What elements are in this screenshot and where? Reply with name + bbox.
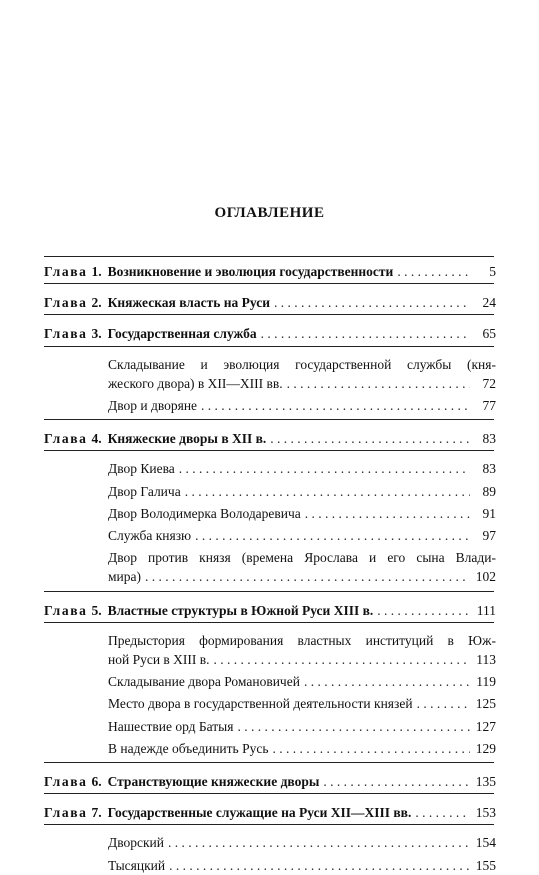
toc-chapter-entry	[44, 601, 496, 620]
chapter-title: Княжеская власть на Руси	[107, 295, 271, 311]
page-number: 154	[475, 835, 496, 851]
chapter-number: 6.	[91, 774, 102, 789]
chapter-label: Глава	[44, 805, 88, 821]
chapter-label: Глава	[44, 431, 88, 447]
subsection-title: Место двора в государственной деятельности князей	[108, 696, 413, 712]
dot-leader	[270, 429, 470, 448]
dot-leader	[397, 262, 470, 281]
page-number: 97	[482, 528, 496, 543]
subsection-title: ной Руси в XIII в.	[108, 652, 210, 667]
chapter-title: Государственная служба	[107, 326, 257, 342]
divider	[44, 256, 494, 257]
dot-leader	[417, 694, 470, 713]
dot-leader	[195, 526, 470, 545]
page-number: 83	[482, 431, 496, 447]
toc-subsection-entry	[108, 504, 496, 523]
subsection-title: Складывание двора Романовичей	[108, 674, 300, 690]
divider	[44, 314, 494, 315]
divider	[44, 793, 494, 794]
toc-subsection-entry	[108, 567, 496, 586]
dot-leader	[168, 833, 470, 852]
page-number: 91	[482, 505, 496, 521]
page-number: 102	[475, 569, 496, 585]
toc-subsection-entry	[108, 482, 496, 501]
toc-subsection-line: Предыстория формирования властных институций в Юж-	[108, 632, 496, 648]
chapter-label: Глава	[44, 264, 88, 279]
subsection-title: Двор Киева	[108, 461, 175, 477]
page-number: 153	[475, 805, 496, 821]
dot-leader	[179, 459, 470, 478]
chapter-label: Глава	[44, 774, 88, 789]
page-number: 65	[482, 326, 496, 342]
dot-leader	[261, 324, 470, 343]
page-title: ОГЛАВЛЕНИЕ	[214, 205, 325, 221]
toc-subsection-entry	[108, 650, 496, 669]
subsection-title: Тысяцкий	[108, 857, 166, 873]
toc-subsection-entry	[108, 374, 496, 393]
chapter-number: 1.	[91, 264, 102, 279]
chapter-title: Странствующие княжеские дворы	[107, 774, 320, 789]
dot-leader	[272, 739, 470, 758]
dot-leader	[237, 717, 470, 736]
page-number: 72	[482, 375, 496, 391]
dot-leader	[169, 856, 470, 875]
chapter-label: Глава	[44, 602, 88, 618]
dot-leader	[201, 396, 470, 415]
toc-chapter-entry	[44, 324, 496, 343]
chapter-title: Возникновение и эволюция государственности	[107, 264, 394, 279]
chapter-label: Глава	[44, 326, 88, 342]
toc-chapter-entry	[44, 772, 496, 791]
chapter-title: Властные структуры в Южной Руси XIII в.	[107, 602, 374, 618]
toc-chapter-entry	[44, 293, 496, 312]
divider	[44, 762, 494, 763]
page-number: 125	[475, 696, 496, 712]
divider	[44, 824, 494, 825]
toc-subsection-entry	[108, 694, 496, 713]
chapter-title: Государственные служащие на Руси XII—XIII вв.	[107, 805, 412, 821]
page-number: 129	[475, 740, 496, 756]
dot-leader	[214, 650, 470, 669]
page-number: 119	[476, 674, 496, 690]
page-number: 24	[482, 295, 496, 311]
toc-subsection-line: Складывание и эволюция государственной службы (кня-	[108, 356, 496, 372]
dot-leader	[377, 601, 470, 620]
dot-leader	[287, 374, 470, 393]
subsection-title: Нашествие орд Батыя	[108, 718, 234, 734]
subsection-title: Служба князю	[108, 528, 192, 543]
chapter-number: 5.	[91, 602, 102, 618]
divider	[44, 346, 494, 347]
page-number: 155	[475, 857, 496, 873]
chapter-number: 7.	[91, 805, 102, 821]
page-number: 89	[482, 483, 496, 499]
page-number: 113	[476, 652, 496, 667]
toc-subsection-entry	[108, 739, 496, 758]
toc-subsection-entry	[108, 526, 496, 545]
divider	[44, 591, 494, 592]
subsection-title: Двор и дворяне	[108, 398, 198, 413]
page-number: 83	[482, 461, 496, 477]
chapter-label: Глава	[44, 295, 88, 311]
subsection-title: мира)	[108, 569, 142, 585]
page-number: 127	[475, 718, 496, 734]
page-number: 77	[482, 398, 496, 413]
dot-leader	[323, 772, 470, 791]
toc-chapter-entry	[44, 262, 496, 281]
toc-subsection-entry	[108, 396, 496, 415]
chapter-number: 3.	[91, 326, 102, 342]
page-number: 111	[476, 602, 496, 618]
subsection-title: В надежде объединить Русь	[108, 740, 269, 756]
toc-subsection-entry	[108, 833, 496, 852]
subsection-title: Дворский	[108, 835, 164, 851]
chapter-number: 4.	[91, 431, 102, 447]
toc-subsection-entry	[108, 856, 496, 875]
toc-subsection-entry	[108, 672, 496, 691]
dot-leader	[145, 567, 470, 586]
page-number: 135	[475, 774, 496, 789]
dot-leader	[185, 482, 470, 501]
subsection-title: жеского двора) в XII—XIII вв.	[108, 375, 283, 391]
dot-leader	[305, 504, 470, 523]
divider	[44, 622, 494, 623]
toc-subsection-entry	[108, 459, 496, 478]
dot-leader	[415, 803, 470, 822]
chapter-number: 2.	[91, 295, 102, 311]
dot-leader	[304, 672, 470, 691]
page-number: 5	[489, 264, 496, 279]
chapter-title: Княжеские дворы в XII в.	[107, 431, 267, 447]
subsection-title: Двор Володимерка Володаревича	[108, 505, 301, 521]
divider	[44, 450, 494, 451]
toc-chapter-entry	[44, 803, 496, 822]
divider	[44, 283, 494, 284]
toc-subsection-line: Двор против князя (времена Ярослава и его сына Влади-	[108, 550, 496, 566]
dot-leader	[274, 293, 470, 312]
toc-subsection-entry	[108, 717, 496, 736]
subsection-title: Двор Галича	[108, 483, 181, 499]
toc-chapter-entry	[44, 429, 496, 448]
divider	[44, 419, 494, 420]
